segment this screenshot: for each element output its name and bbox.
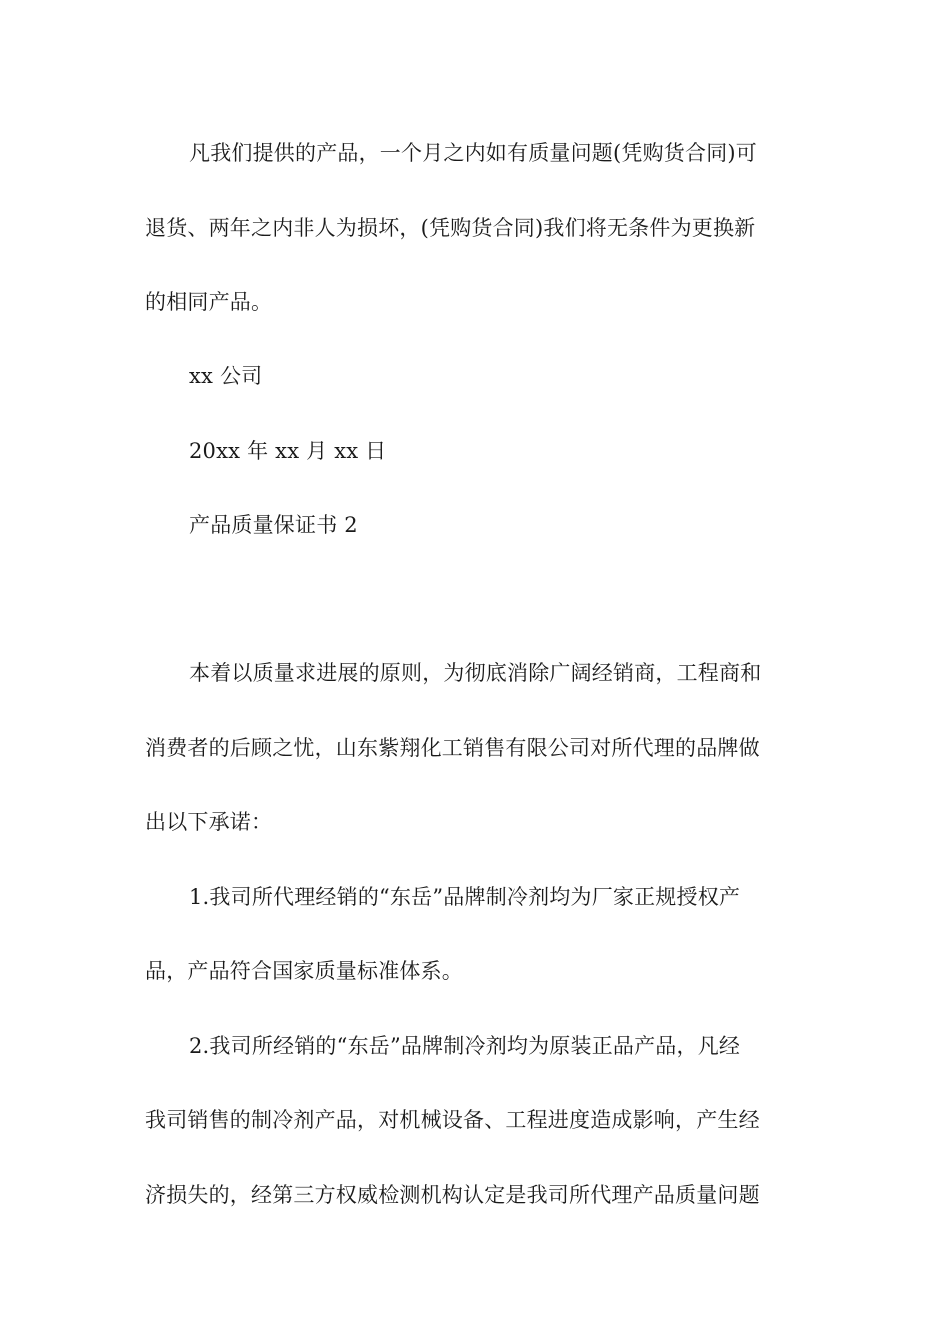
company-name: xx 公司 — [189, 364, 263, 388]
paragraph-line: 凡我们提供的产品，一个月之内如有质量问题(凭购货合同)可 — [189, 141, 757, 165]
list-item-line: 品，产品符合国家质量标准体系。 — [145, 959, 463, 983]
paragraph-line: 消费者的后顾之忧，山东紫翔化工销售有限公司对所代理的品牌做 — [145, 736, 760, 760]
list-item-line: 济损失的，经第三方权威检测机构认定是我司所代理产品质量问题 — [145, 1183, 760, 1207]
list-item-line: 1.我司所代理经销的“东岳”品牌制冷剂均为厂家正规授权产 — [189, 885, 741, 909]
list-item-line: 我司销售的制冷剂产品，对机械设备、工程进度造成影响，产生经 — [145, 1108, 760, 1132]
section-title: 产品质量保证书 2 — [189, 513, 358, 537]
paragraph-line: 出以下承诺： — [145, 810, 273, 834]
paragraph-line: 的相同产品。 — [145, 290, 273, 314]
document-date: 20xx 年 xx 月 xx 日 — [189, 439, 387, 463]
paragraph-line: 退货、两年之内非人为损坏，(凭购货合同)我们将无条件为更换新 — [145, 216, 756, 240]
paragraph-line: 本着以质量求进展的原则，为彻底消除广阔经销商，工程商和 — [189, 661, 762, 685]
list-item-line: 2.我司所经销的“东岳”品牌制冷剂均为原装正品产品，凡经 — [189, 1034, 741, 1058]
